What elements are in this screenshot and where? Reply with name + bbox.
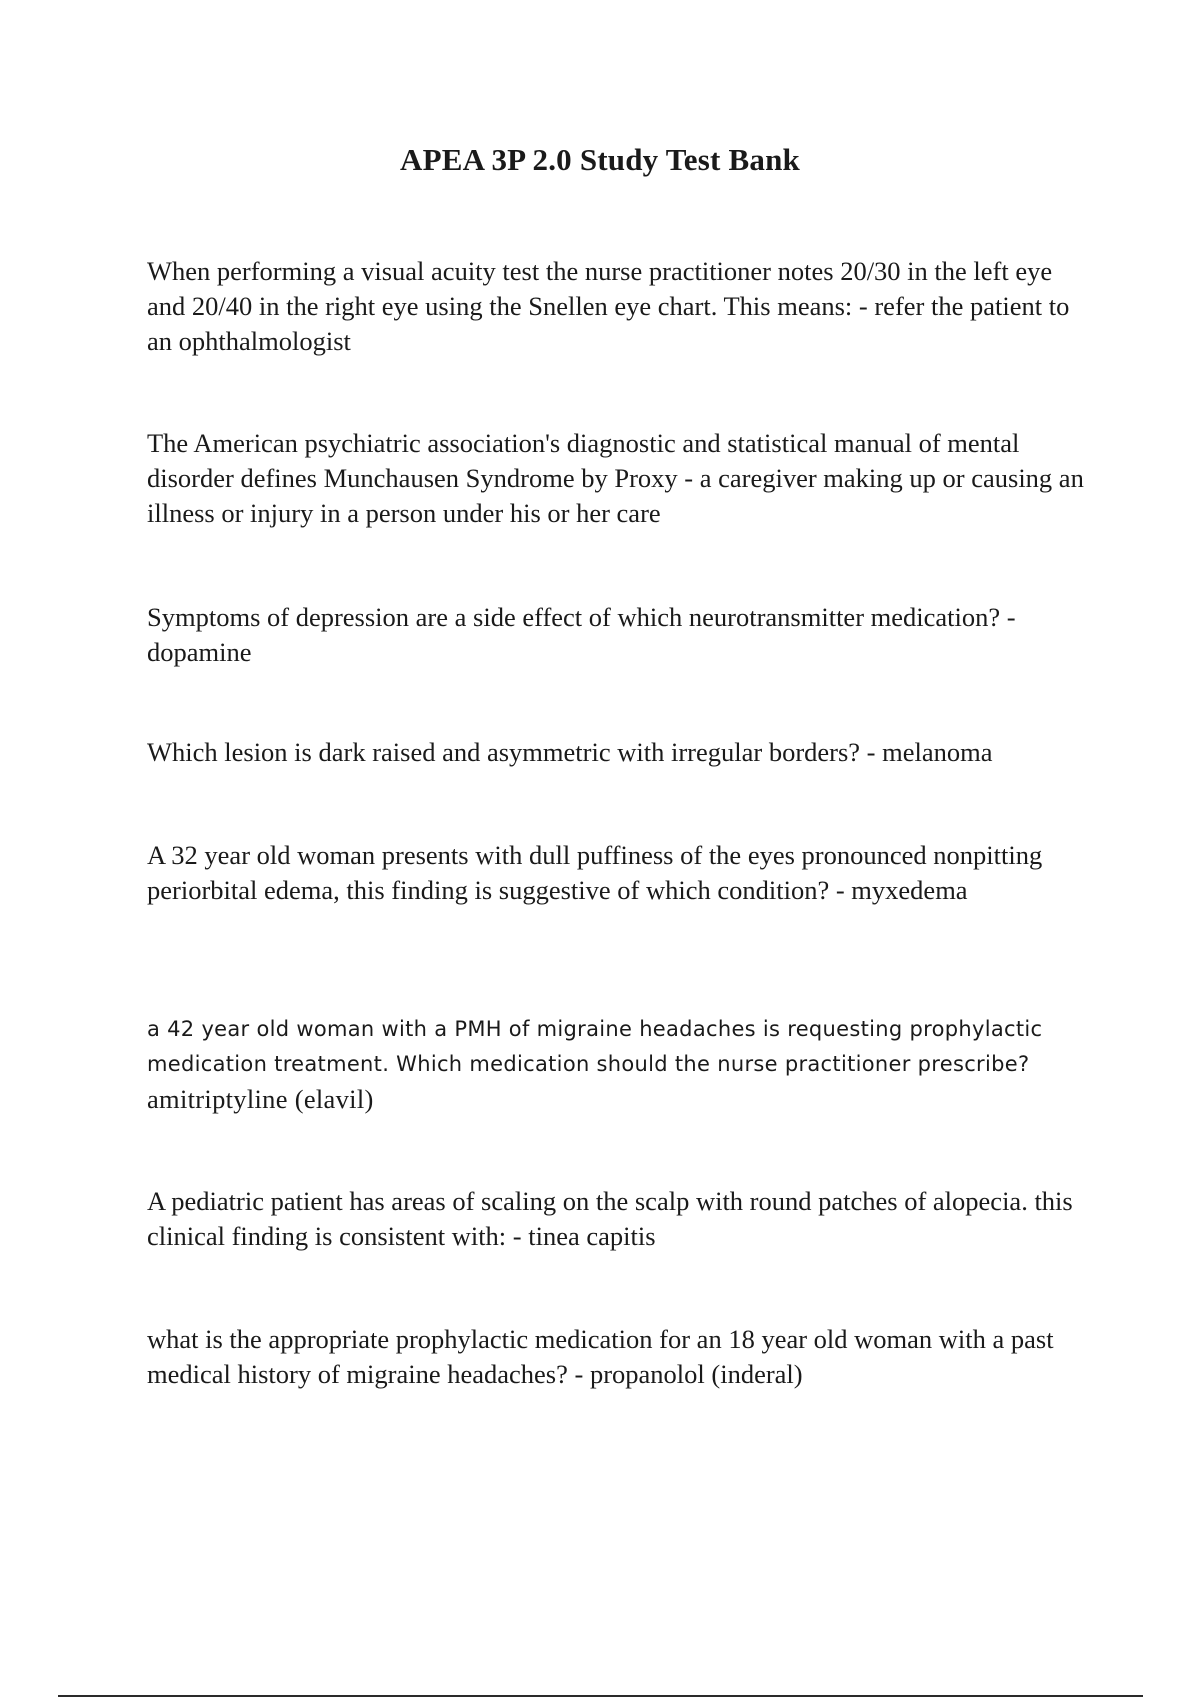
- qa-answer: amitriptyline (elavil): [147, 1084, 374, 1114]
- qa-item: Symptoms of depression are a side effect of which neurotransmitter medication? - dopamine: [147, 602, 1016, 667]
- qa-item: A pediatric patient has areas of scaling on the scalp with round patches of alopecia. this clinical finding is consistent with: - tinea capitis: [147, 1186, 1073, 1251]
- qa-item: A 32 year old woman presents with dull puffiness of the eyes pronounced nonpitting periorbital edema, this finding is suggestive of which condition? - myxedema: [147, 840, 1043, 905]
- footer-divider: [58, 1695, 1143, 1697]
- qa-item: The American psychiatric association's diagnostic and statistical manual of mental disorder defines Munchausen Syndrome by Proxy - a caregiver making up or causing an illness or injury in a person under his or her care: [147, 428, 1084, 528]
- document-title: APEA 3P 2.0 Study Test Bank: [400, 142, 800, 177]
- qa-item: Which lesion is dark raised and asymmetric with irregular borders? - melanoma: [147, 737, 993, 767]
- qa-question: a 42 year old woman with a PMH of migraine headaches is requesting prophylactic medication treatment. Which medication should the nurse practitioner prescribe?: [147, 1017, 1043, 1076]
- qa-item: When performing a visual acuity test the nurse practitioner notes 20/30 in the left eye and 20/40 in the right eye using the Snellen eye chart. This means: - refer the patient to an ophthalmologist: [147, 256, 1070, 356]
- qa-item: what is the appropriate prophylactic medication for an 18 year old woman with a past medical history of migraine headaches? - propanolol (inderal): [147, 1324, 1054, 1389]
- qa-item: [147, 1012, 1087, 1119]
